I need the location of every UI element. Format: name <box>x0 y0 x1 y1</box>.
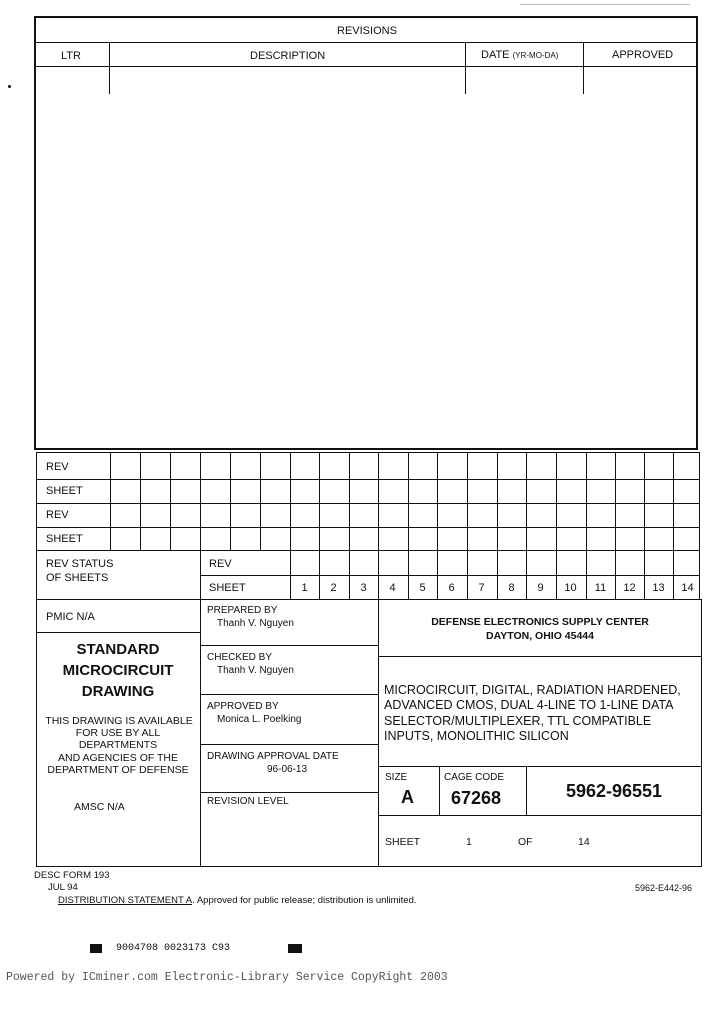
title-standard: STANDARD <box>76 641 160 658</box>
sheet-number: 9 <box>537 582 544 594</box>
grid-col-line <box>140 452 141 550</box>
date-label: DATE <box>481 49 510 61</box>
amsc-label: AMSC N/A <box>74 801 125 813</box>
availability-line: FOR USE BY ALL <box>75 727 161 739</box>
grid-col-line <box>467 452 468 600</box>
grid-col-line <box>408 452 409 600</box>
form-number: DESC FORM 193 <box>34 870 110 881</box>
form-date: JUL 94 <box>48 882 78 893</box>
sheet-number: 14 <box>681 582 694 594</box>
size-label: SIZE <box>385 772 408 783</box>
sheet-number: 3 <box>360 582 367 594</box>
block-row-line <box>200 744 378 745</box>
agency-name: DEFENSE ELECTRONICS SUPPLY CENTER <box>431 616 649 628</box>
sheet-number: 12 <box>623 582 636 594</box>
approval-date: 96-06-13 <box>267 764 308 775</box>
of-label: OF <box>518 836 533 848</box>
cage-code-label: CAGE CODE <box>444 772 505 783</box>
sheet-number: 2 <box>330 582 337 594</box>
grid-col-line <box>260 452 261 550</box>
grid-col-line <box>586 452 587 600</box>
cage-code-value: 67268 <box>451 788 502 808</box>
revision-level-label: REVISION LEVEL <box>207 796 289 807</box>
sheet-label: SHEET <box>209 582 246 594</box>
block-col-line <box>200 599 201 867</box>
availability-line: AND AGENCIES OF THE <box>58 752 178 764</box>
distribution-label: DISTRIBUTION STATEMENT A <box>58 895 193 906</box>
block-col-line <box>439 766 440 815</box>
block-row-line <box>378 766 702 767</box>
grid-row-line <box>36 503 700 504</box>
grid-col-line <box>230 452 231 550</box>
grid-col-line <box>319 452 320 600</box>
date-header <box>481 50 558 61</box>
grid-row-label: SHEET <box>46 485 83 497</box>
title-description-line: INPUTS, MONOLITHIC SILICON <box>384 729 569 743</box>
powered-by-credit: Powered by ICminer.com Electronic-Library Service CopyRight 2003 <box>6 971 448 984</box>
block-row-line <box>200 694 378 695</box>
rev-col-line <box>583 42 584 94</box>
rev-col-line <box>465 42 466 94</box>
rev-grid-border <box>36 452 700 600</box>
block-row-line <box>36 632 200 633</box>
of-total: 14 <box>578 836 590 848</box>
grid-col-line <box>290 452 291 600</box>
revisions-title: REVISIONS <box>337 25 397 37</box>
sheet-number: 7 <box>478 582 485 594</box>
checked-by-label: CHECKED BY <box>207 652 273 663</box>
barcode-text: 9004708 0023173 C93 <box>116 943 231 954</box>
sheet-number: 11 <box>594 582 607 594</box>
approved-header: APPROVED <box>612 49 674 61</box>
grid-col-line <box>673 452 674 600</box>
block-row-line <box>378 815 702 816</box>
prepared-by-label: PREPARED BY <box>207 605 278 616</box>
checked-by-name: Thanh V. Nguyen <box>217 665 294 676</box>
agency-address: DAYTON, OHIO 45444 <box>486 630 594 642</box>
title-description-line: MICROCIRCUIT, DIGITAL, RADIATION HARDENED, <box>384 683 681 697</box>
scan-edge-mark <box>520 4 690 5</box>
distribution-text: . Approved for public release; distribution is unlimited. <box>192 895 417 906</box>
availability-line: THIS DRAWING IS AVAILABLE <box>45 715 193 727</box>
availability-line: DEPARTMENT OF DEFENSE <box>47 764 189 776</box>
approved-by-name: Monica L. Poelking <box>217 714 302 725</box>
ltr-header: LTR <box>61 50 81 62</box>
distribution-statement <box>58 896 417 906</box>
barcode-block-right <box>288 944 302 953</box>
date-format: (YR-MO-DA) <box>512 51 559 60</box>
approval-date-label: DRAWING APPROVAL DATE <box>207 751 339 762</box>
grid-col-line <box>526 452 527 600</box>
sheet-number: 1 <box>301 582 308 594</box>
approved-by-label: APPROVED BY <box>207 701 279 712</box>
grid-row-label: REV <box>46 509 69 521</box>
title-drawing: DRAWING <box>81 683 155 700</box>
grid-row-label: REV <box>46 461 69 473</box>
sheet-number: 4 <box>389 582 396 594</box>
grid-row-line <box>36 527 700 528</box>
grid-col-line <box>170 452 171 550</box>
sheet-number: 13 <box>652 582 665 594</box>
rev-header-line <box>34 66 698 67</box>
grid-row-line <box>200 575 700 576</box>
title-microcircuit: MICROCIRCUIT <box>62 662 174 679</box>
sheet-number: 10 <box>564 582 577 594</box>
grid-col-line <box>378 452 379 600</box>
sheet-number: 5 <box>419 582 426 594</box>
rev-label: REV <box>209 558 232 570</box>
block-row-line <box>200 645 378 646</box>
block-row-line <box>200 792 378 793</box>
description-header: DESCRIPTION <box>250 50 326 62</box>
grid-row-line <box>36 479 700 480</box>
grid-col-line <box>349 452 350 600</box>
grid-row-line <box>36 550 700 551</box>
barcode-block-left <box>90 944 102 953</box>
outer-border <box>34 16 698 450</box>
block-row-line <box>378 656 702 657</box>
doc-code: 5962-E442-96 <box>635 883 693 893</box>
pmic-label: PMIC N/A <box>46 611 95 623</box>
rev-status-label: REV STATUS <box>46 558 114 570</box>
grid-col-line <box>200 550 201 600</box>
sheet-field-label: SHEET <box>385 836 421 848</box>
grid-col-line <box>644 452 645 600</box>
grid-col-line <box>615 452 616 600</box>
availability-line: DEPARTMENTS <box>78 739 158 751</box>
sheet-field-value: 1 <box>466 836 472 848</box>
scan-speck <box>8 85 11 88</box>
size-value: A <box>401 787 414 807</box>
drawing-number: 5962-96551 <box>565 781 663 801</box>
grid-col-line <box>110 452 111 550</box>
grid-col-line <box>200 452 201 550</box>
title-description-line: SELECTOR/MULTIPLEXER, TTL COMPATIBLE <box>384 714 652 728</box>
sheet-number: 8 <box>508 582 515 594</box>
title-description-line: ADVANCED CMOS, DUAL 4-LINE TO 1-LINE DATA <box>384 698 674 712</box>
rev-col-line <box>109 42 110 94</box>
of-sheets-label: OF SHEETS <box>46 572 109 584</box>
grid-col-line <box>556 452 557 600</box>
sheet-number: 6 <box>448 582 455 594</box>
grid-col-line <box>497 452 498 600</box>
grid-col-line <box>437 452 438 600</box>
prepared-by-name: Thanh V. Nguyen <box>217 618 294 629</box>
rev-header-line <box>34 42 698 43</box>
grid-row-label: SHEET <box>46 533 83 545</box>
